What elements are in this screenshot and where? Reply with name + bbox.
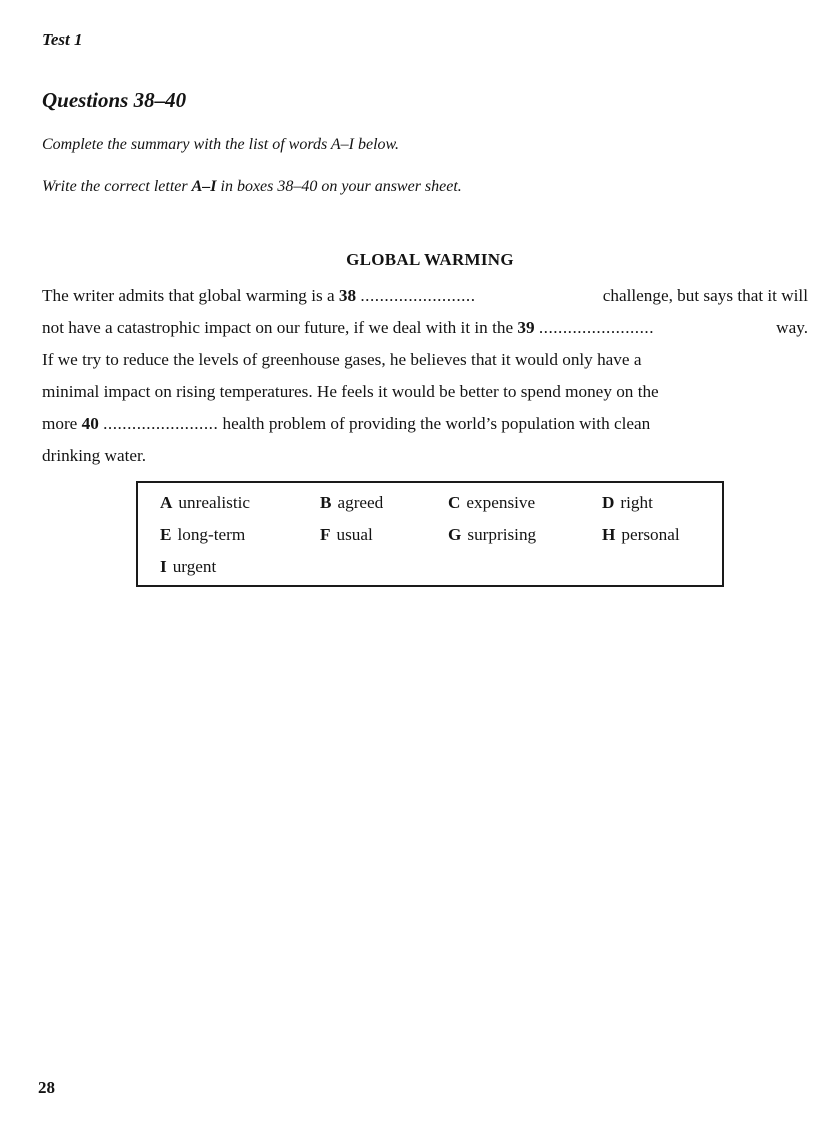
- option-g: [448, 523, 602, 547]
- summary-line-6: drinking water.: [42, 446, 147, 465]
- instruction-prefix: Write the correct letter: [42, 178, 192, 195]
- option-letter: E: [160, 525, 172, 544]
- option-i: [160, 555, 320, 579]
- option-word: personal: [621, 525, 680, 544]
- option-word: unrealistic: [178, 493, 251, 512]
- option-e: [160, 523, 320, 547]
- section-title: Questions 38–40: [42, 88, 187, 112]
- option-word: expensive: [466, 493, 536, 512]
- option-letter: F: [320, 525, 331, 544]
- option-letter: C: [448, 493, 461, 512]
- summary-line-2-end: way.: [776, 318, 808, 337]
- option-h: [602, 523, 742, 547]
- instruction-complete-summary: Complete the summary with the list of words A–I below.: [42, 136, 400, 153]
- option-a: [160, 491, 320, 515]
- option-word: right: [620, 493, 653, 512]
- option-letter: A: [160, 493, 173, 512]
- question-40-number: 40: [81, 414, 99, 433]
- option-letter: H: [602, 525, 616, 544]
- option-word: urgent: [172, 557, 217, 576]
- page-number: 28: [38, 1078, 55, 1097]
- running-head: Test 1: [42, 30, 83, 49]
- option-letter: G: [448, 525, 462, 544]
- summary-line-1: [42, 280, 808, 312]
- summary-text: [42, 280, 812, 472]
- question-38-number: 38: [338, 286, 357, 305]
- instruction-suffix: in boxes 38–40 on your answer sheet.: [216, 178, 462, 195]
- summary-line-2: [42, 312, 808, 344]
- option-word: surprising: [467, 525, 537, 544]
- question-40-gap[interactable]: ........................: [103, 414, 219, 433]
- summary-line-5: more 40 ........................ health problem of providing the world’s population with clean: [42, 414, 651, 433]
- summary-line-2-start: not have a catastrophic impact on our future, if we deal with it in the 39 ........................: [42, 318, 654, 337]
- option-word: long-term: [177, 525, 246, 544]
- summary-title: GLOBAL WARMING: [346, 250, 514, 269]
- word-list-box: [136, 481, 724, 587]
- summary-line-1-start: The writer admits that global warming is a 38 ........................: [42, 286, 476, 305]
- option-letter: I: [160, 557, 167, 576]
- instruction-letter-range: A–I: [191, 178, 217, 195]
- option-word: usual: [336, 525, 373, 544]
- word-options: [160, 491, 722, 579]
- question-39-number: 39: [517, 318, 535, 337]
- option-b: [320, 491, 448, 515]
- option-letter: B: [320, 493, 332, 512]
- instruction-write-letter: [42, 178, 462, 196]
- option-d: [602, 491, 742, 515]
- summary-line-1-end: challenge, but says that it will: [602, 286, 808, 305]
- question-38-gap[interactable]: ........................: [360, 286, 476, 305]
- option-c: [448, 491, 602, 515]
- summary-line-3: If we try to reduce the levels of greenhouse gases, he believes that it would only have a: [42, 350, 642, 369]
- option-letter: D: [602, 493, 615, 512]
- option-f: [320, 523, 448, 547]
- option-word: agreed: [337, 493, 384, 512]
- summary-line-4: minimal impact on rising temperatures. He feels it would be better to spend money on the: [42, 382, 659, 401]
- question-39-gap[interactable]: ........................: [538, 318, 654, 337]
